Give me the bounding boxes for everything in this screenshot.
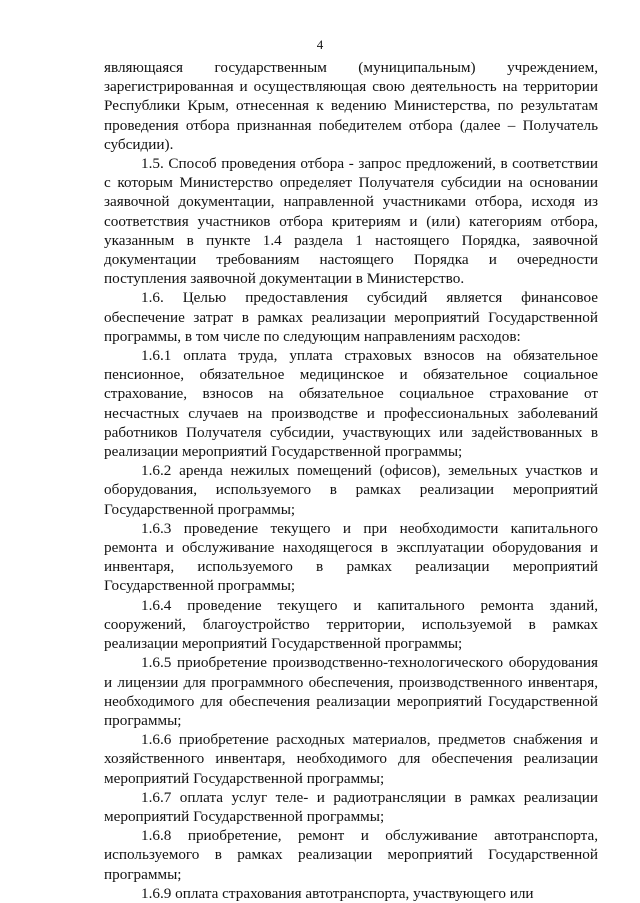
paragraph-1-6-3: 1.6.3 проведение текущего и при необходимости капитального ремонта и обслуживание находящегося в эксплуатации оборудования и инвентаря, используемого в рамках реализации мероприятий Государственной программы; <box>104 519 598 595</box>
paragraph-1-6-6: 1.6.6 приобретение расходных материалов, предметов снабжения и хозяйственного инвентаря, необходимого для обеспечения реализации мероприятий Государственной программы; <box>104 731 598 787</box>
paragraph-1-6-8: 1.6.8 приобретение, ремонт и обслуживание автотранспорта, используемого в рамках реализации мероприятий Государственной программы; <box>104 827 598 883</box>
paragraph-1-6-4: 1.6.4 проведение текущего и капитального ремонта зданий, сооружений, благоустройство территории, используемой в рамках реализации мероприятий Государственной программы; <box>104 596 598 653</box>
paragraph-1-6-9: 1.6.9 оплата страхования автотранспорта, участвующего или <box>141 884 534 902</box>
paragraph-1-6-1: 1.6.1 оплата труда, уплата страховых взносов на обязательное пенсионное, обязательное медицинское и обязательное социальное страхование, взносов на обязательное социальное страхование от несчастных случаев на производстве и профессиональных заболеваний работников Получателя субсидии, участвующих или задействованных в реализации мероприятий Государственной программы; <box>104 347 598 461</box>
paragraph-1-6-5: 1.6.5 приобретение производственно-технологического оборудования и лицензии для программного обеспечения, производственного инвентаря, необходимого для обеспечения реализации мероприятий Государственной программы; <box>104 654 598 729</box>
paragraph-1-6-2: 1.6.2 аренда нежилых помещений (офисов), земельных участков и оборудования, используемого в рамках реализации мероприятий Государственной программы; <box>104 462 598 518</box>
paragraph-continuation: являющаяся государственным (муниципальным) учреждением, зарегистрированная и осуществляющая свою деятельность на территории Республики Крым, отнесенная к ведению Министерства, по результатам проведения отбора признанная победителем отбора (далее – Получатель субсидии). <box>104 59 598 153</box>
document-body <box>104 58 598 903</box>
paragraph-1-6-7: 1.6.7 оплата услуг теле- и радиотрансляции в рамках реализации мероприятий Государственной программы; <box>104 788 598 825</box>
page-number: 4 <box>316 37 324 52</box>
paragraph-1-6: 1.6. Целью предоставления субсидий является финансовое обеспечение затрат в рамках реализации мероприятий Государственной программы, в том числе по следующим направлениям расходов: <box>104 289 598 345</box>
paragraph-1-5: 1.5. Способ проведения отбора - запрос предложений, в соответствии с которым Министерство определяет Получателя субсидии на основании заявочной документации, направленной участниками отбора, исходя из соответствия участников отбора критериям и (или) категориям отбора, указанным в пункте 1.4 раздела 1 настоящего Порядка, заявочной документации требованиям настоящего Порядка и очередности поступления заявочной документации в Министерство. <box>104 155 598 288</box>
